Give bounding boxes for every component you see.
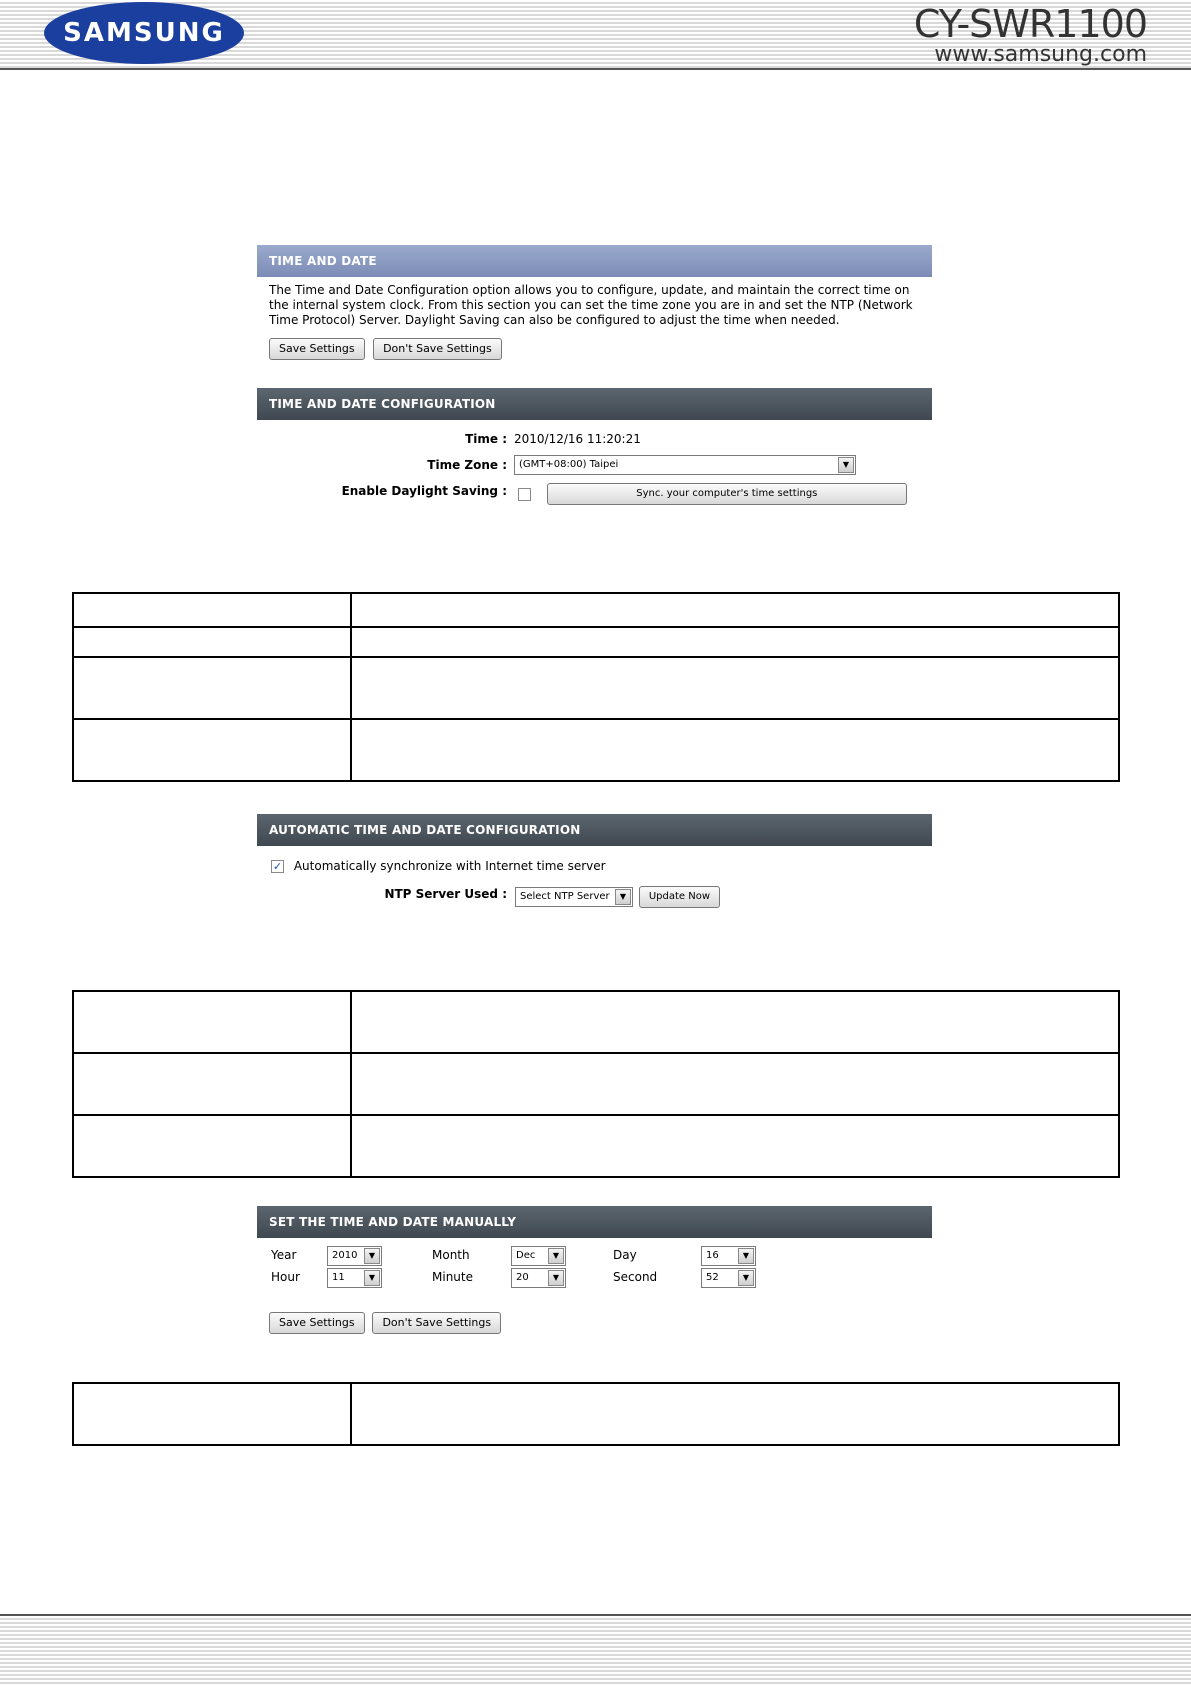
- hour-value: 11: [332, 1272, 345, 1283]
- table-row: [73, 657, 1119, 719]
- save-settings-button[interactable]: Save Settings: [269, 1312, 365, 1334]
- auto-sync-label: Automatically synchronize with Internet time server: [293, 859, 606, 873]
- hour-label: Hour: [271, 1270, 300, 1284]
- website-url: www.samsung.com: [934, 42, 1147, 67]
- dont-save-settings-button[interactable]: Don't Save Settings: [373, 338, 502, 360]
- auto-config-title: AUTOMATIC TIME AND DATE CONFIGURATION: [257, 814, 932, 846]
- chevron-down-icon: ▼: [548, 1270, 564, 1286]
- chevron-down-icon: ▼: [738, 1248, 754, 1264]
- model-name: CY-SWR1100: [913, 2, 1147, 46]
- ntp-server-select[interactable]: [515, 887, 633, 907]
- manual-panel: [257, 1206, 932, 1336]
- month-select[interactable]: [511, 1246, 566, 1266]
- daylight-row-label: [257, 484, 507, 498]
- table-row: [73, 593, 1119, 627]
- time-config-title: TIME AND DATE CONFIGURATION: [257, 388, 932, 420]
- hour-select[interactable]: [327, 1268, 382, 1288]
- minute-label: Minute: [432, 1270, 473, 1284]
- time-zone-label: Time Zone :: [427, 458, 507, 472]
- time-row-label: [257, 432, 507, 446]
- table-row: [73, 719, 1119, 781]
- ntp-server-value: Select NTP Server: [520, 891, 610, 902]
- bottom-button-row: [269, 1312, 501, 1334]
- table-row: [73, 1383, 1119, 1445]
- year-value: 2010: [332, 1250, 358, 1261]
- day-label: Day: [613, 1248, 637, 1262]
- ntp-server-label: NTP Server Used :: [384, 887, 507, 901]
- day-value: 16: [706, 1250, 719, 1261]
- time-config-panel: [257, 388, 932, 538]
- zone-row-label: [257, 458, 507, 472]
- daylight-row: [518, 483, 907, 505]
- minute-select[interactable]: [511, 1268, 566, 1288]
- auto-sync-row: [271, 859, 606, 873]
- save-settings-button[interactable]: Save Settings: [269, 338, 365, 360]
- samsung-logo: [44, 2, 244, 64]
- sync-time-button[interactable]: Sync. your computer's time settings: [547, 483, 907, 505]
- auto-sync-checkbox[interactable]: ✓: [272, 860, 283, 873]
- chevron-down-icon: ▼: [364, 1270, 380, 1286]
- chevron-down-icon: ▼: [838, 457, 854, 473]
- page-header: [0, 0, 1191, 70]
- ntp-row-label: [257, 887, 507, 901]
- manual-title: SET THE TIME AND DATE MANUALLY: [257, 1206, 932, 1238]
- zone-row: [514, 455, 856, 475]
- page-footer: [0, 1614, 1191, 1686]
- dont-save-settings-button[interactable]: Don't Save Settings: [372, 1312, 501, 1334]
- chevron-down-icon: ▼: [738, 1270, 754, 1286]
- top-button-row: [257, 328, 932, 360]
- time-and-date-title: TIME AND DATE: [257, 245, 932, 277]
- model-block: [914, 4, 1147, 66]
- config-description-table: [72, 592, 1120, 782]
- daylight-saving-label: Enable Daylight Saving :: [341, 484, 507, 498]
- time-and-date-panel: [257, 245, 932, 360]
- second-label: Second: [613, 1270, 658, 1284]
- chevron-down-icon: ▼: [615, 889, 631, 905]
- ntp-row: [515, 886, 720, 908]
- auto-config-panel: [257, 814, 932, 924]
- table-row: [73, 1115, 1119, 1177]
- table-row: [73, 991, 1119, 1053]
- logo-text: SAMSUNG: [63, 18, 225, 48]
- month-value: Dec: [516, 1250, 536, 1261]
- minute-value: 20: [516, 1272, 529, 1283]
- daylight-saving-checkbox[interactable]: [518, 488, 531, 501]
- month-label: Month: [432, 1248, 470, 1262]
- second-select[interactable]: [701, 1268, 756, 1288]
- chevron-down-icon: ▼: [364, 1248, 380, 1264]
- time-zone-select[interactable]: [514, 455, 856, 475]
- time-zone-value: (GMT+08:00) Taipei: [519, 459, 619, 470]
- auto-description-table: [72, 990, 1120, 1178]
- update-now-button[interactable]: Update Now: [639, 886, 720, 908]
- time-and-date-description: The Time and Date Configuration option allows you to configure, update, and maintain the correct time on the internal system clock. From this section you can set the time zone you are in and set the NTP (Network Time Protocol) Server. Daylight Saving can also be configured to adjust the time when needed.: [269, 283, 913, 327]
- time-value: 2010/12/16 11:20:21: [514, 432, 641, 446]
- table-row: [73, 627, 1119, 657]
- second-value: 52: [706, 1272, 719, 1283]
- day-select[interactable]: [701, 1246, 756, 1266]
- table-row: [73, 1053, 1119, 1115]
- chevron-down-icon: ▼: [548, 1248, 564, 1264]
- time-label: Time :: [465, 432, 507, 446]
- year-label: Year: [271, 1248, 297, 1262]
- manual-description-table: [72, 1382, 1120, 1446]
- year-select[interactable]: [327, 1246, 382, 1266]
